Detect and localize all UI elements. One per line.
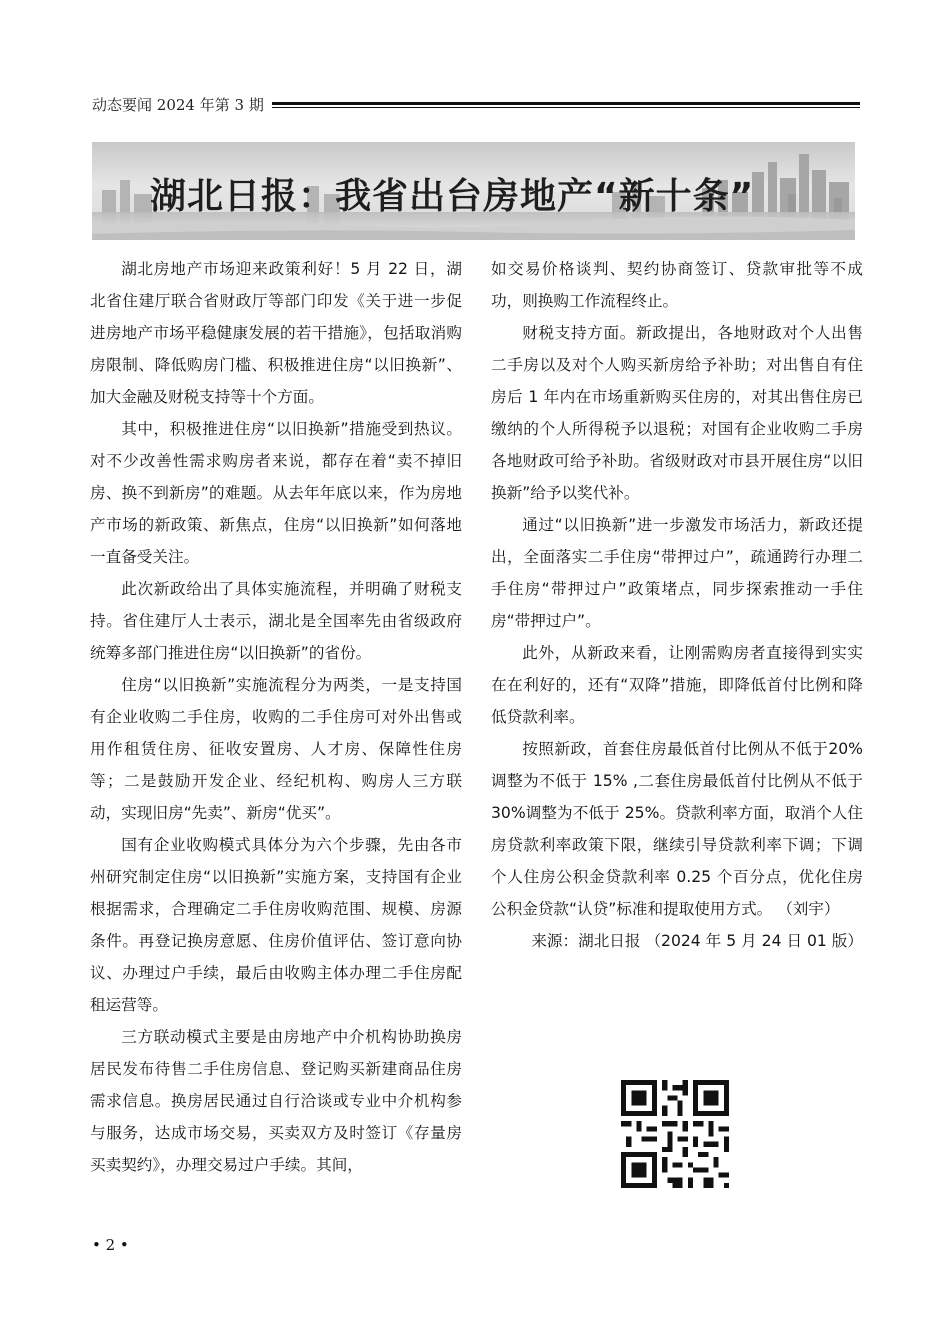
paragraph: 此次新政给出了具体实施流程，并明确了财税支持。省住建厅人士表示，湖北是全国率先由省级政府统筹多部门推进住房“以旧换新”的省份。 — [90, 580, 462, 662]
paragraph-continuation: 如交易价格谈判、契约协商签订、贷款审批等不成功，则换购工作流程终止。 — [491, 260, 863, 310]
qr-code-icon[interactable] — [621, 1080, 729, 1188]
title-banner — [92, 142, 855, 240]
header-text: 动态要闻 2024 年第 3 期 — [92, 96, 264, 114]
header-rule-thick — [272, 102, 860, 105]
running-header — [92, 92, 860, 118]
right-column — [491, 253, 863, 957]
paragraph: 国有企业收购模式具体分为六个步骤，先由各市州研究制定住房“以旧换新”实施方案，支持国有企业根据需求，合理确定二手住房收购范围、规模、房源条件。再登记换房意愿、住房价值评估、签订意向协议、办理过户手续，最后由收购主体办理二手住房配租运营等。 — [90, 836, 462, 1014]
page-number: • 2 • — [92, 1236, 129, 1254]
header-rule-thin — [272, 107, 860, 108]
paragraph: 此外，从新政来看，让刚需购房者直接得到实实在在利好的，还有“双降”措施，即降低首付比例和降低贷款利率。 — [491, 644, 863, 726]
paragraph: 财税支持方面。新政提出，各地财政对个人出售二手房以及对个人购买新房给予补助；对出售自有住房后 1 年内在市场重新购买住房的，对其出售住房已缴纳的个人所得税予以退税；对国有企业收购二手房各地财政可给予补助。省级财政对市县开展住房“以旧换新”给予以奖代补。 — [491, 324, 863, 502]
paragraph: 湖北房地产市场迎来政策利好！5 月 22 日，湖北省住建厅联合省财政厅等部门印发《关于进一步促进房地产市场平稳健康发展的若干措施》，包括取消购房限制、降低购房门槛、积极推进住房“以旧换新”、加大金融及财税支持等十个方面。 — [90, 260, 462, 406]
paragraph: 其中，积极推进住房“以旧换新”措施受到热议。对不少改善性需求购房者来说，都存在着“卖不掉旧房、换不到新房”的难题。从去年年底以来，作为房地产市场的新政策、新焦点，住房“以旧换新”如何落地一直备受关注。 — [90, 420, 462, 566]
paragraph: 通过“以旧换新”进一步激发市场活力，新政还提出，全面落实二手住房“带押过户”，疏通跨行办理二手住房“带押过户”政策堵点，同步探索推动一手住房“带押过户”。 — [491, 516, 863, 630]
paragraph: 住房“以旧换新”实施流程分为两类，一是支持国有企业收购二手住房，收购的二手住房可对外出售或用作租赁住房、征收安置房、人才房、保障性住房等；二是鼓励开发企业、经纪机构、购房人三方联动，实现旧房“先卖”、新房“优买”。 — [90, 676, 462, 822]
paragraph: 三方联动模式主要是由房地产中介机构协助换房居民发布待售二手住房信息、登记购买新建商品住房需求信息。换房居民通过自行洽谈或专业中介机构参与服务，达成市场交易，买卖双方及时签订《存量房买卖契约》，办理交易过户手续。其间， — [90, 1028, 462, 1174]
article-title: 湖北日报：我省出台房地产“新十条” — [150, 176, 755, 217]
paragraph: 按照新政，首套住房最低首付比例从不低于20%调整为不低于 15% ,二套住房最低首付比例从不低于 30%调整为不低于 25%。贷款利率方面，取消个人住房贷款利率政策下限，继续引导贷款利率下调；下调个人住房公积金贷款利率 0.25 个百分点，优化住房公积金贷款“认贷”标准和提取使用方式。 （刘宇） — [491, 740, 863, 918]
source-line: 来源：湖北日报 （2024 年 5 月 24 日 01 版） — [531, 932, 863, 950]
left-column — [90, 253, 462, 1181]
